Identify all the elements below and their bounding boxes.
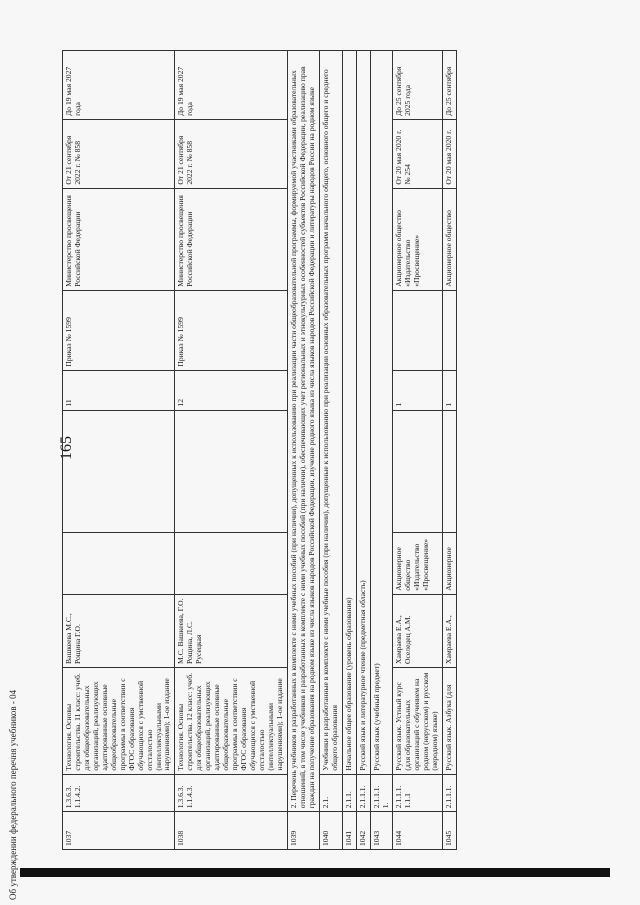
- row-position: 12: [175, 370, 287, 410]
- row-number: 1039: [287, 812, 319, 850]
- row-number: 1044: [393, 812, 443, 850]
- textbook-table: [62, 50, 457, 850]
- row-empty: [443, 290, 457, 370]
- row-date-to: До 25 сентября 2025 года: [393, 51, 443, 120]
- row-empty: [175, 410, 287, 532]
- row-position: 1: [393, 370, 443, 410]
- row-authors: М.С. Вашкеева, Г.О. Рощина, Л.С. Русецкая: [175, 594, 287, 667]
- row-authors: Вашкеева М.С., Рощина Г.О.: [63, 594, 175, 667]
- row-order: Приказ № 1599: [175, 290, 287, 370]
- row-code: 1.3.6.3. 1.1.4.2.: [63, 774, 175, 812]
- section-heading: Русский язык (учебный предмет): [370, 51, 393, 775]
- row-position: 11: [63, 370, 175, 410]
- table-row: [319, 51, 342, 850]
- table-row: [443, 51, 457, 850]
- row-date-to: До 19 мая 2027 года: [63, 51, 175, 120]
- row-ministry: Министерство просвещения Российской Федерации: [63, 188, 175, 290]
- table-row: [342, 51, 356, 850]
- row-empty: [63, 532, 175, 594]
- row-title: Русский язык. Азбука (для: [443, 668, 457, 775]
- table-row: [63, 51, 175, 850]
- row-number: 1040: [319, 812, 342, 850]
- row-number: 1043: [370, 812, 393, 850]
- row-order: Приказ № 1599: [63, 290, 175, 370]
- row-code: 1.3.6.3. 1.1.4.3.: [175, 774, 287, 812]
- table-row: [393, 51, 443, 850]
- row-code: 2.1.1.1.: [443, 774, 457, 812]
- table-row: [370, 51, 393, 850]
- section-heading: Начальное общее образование (уровень образования): [342, 51, 356, 775]
- row-publisher: Акционерное: [443, 532, 457, 594]
- row-ministry: Акционерное общество «Издательство «Просвещение»: [393, 188, 443, 290]
- row-number: 1041: [342, 812, 356, 850]
- row-ministry: Акционерное общество: [443, 188, 457, 290]
- row-code: 2.1.: [319, 774, 342, 812]
- section-heading: Учебники и разработанные в комплекте с ними учебные пособия (при наличии), допущенные к использованию при реализации основных образовательных программ начального общего, основного общего и среднего общего образования: [319, 51, 342, 775]
- row-date-to: До 19 мая 2027 года: [175, 51, 287, 120]
- row-empty: [443, 410, 457, 532]
- row-date-to: До 25 сентября: [443, 51, 457, 120]
- table-row: [356, 51, 370, 850]
- row-date-from: От 21 сентября 2022 г. № 858: [63, 119, 175, 188]
- row-title: Русский язык. Устный курс (для образовательных организаций с обучением на родном (нерусском) и русском (неродном) языке): [393, 668, 443, 775]
- row-code: 2.1.1.1. 1.1.1: [393, 774, 443, 812]
- table-row: [287, 51, 319, 850]
- row-number: 1037: [63, 812, 175, 850]
- row-code: 2.1.1.1.: [356, 774, 370, 812]
- row-code: 2.1.1.: [342, 774, 356, 812]
- row-empty: [175, 532, 287, 594]
- row-date-from: От 20 мая 2020 г.: [443, 119, 457, 188]
- row-position: 1: [443, 370, 457, 410]
- row-number: 1045: [443, 812, 457, 850]
- scan-edge-bar: [20, 868, 610, 877]
- row-authors: Хамраева Е.А.,: [443, 594, 457, 667]
- row-date-from: От 20 мая 2020 г. № 254: [393, 119, 443, 188]
- page-number: 165: [58, 436, 75, 460]
- section-heading: 2. Перечень учебников и разработанных в комплекте с ними учебных пособий (при наличии), допущенных к использованию при реализации части общеобразовательной программы, формируемой участниками образовательных отношений, в том числе учебников и разработанных в комплекте с ними учебных пособий (при наличии), обеспечивающих учет региональных и этнокультурных особенностей субъектов Российской Федерации, реализацию прав граждан на получение образования на родном языке из числа языков народов Российской Федерации, изучение родного языка из числа языков народов Российской Федерации и литературы народов России на родном языке: [287, 51, 319, 812]
- row-authors: Хамраева Е.А., Оселедец А.М.: [393, 594, 443, 667]
- row-number: 1042: [356, 812, 370, 850]
- row-empty: [393, 410, 443, 532]
- row-title: Технология. Основы строительства. 12 класс: учеб. для общеобразовательных организаций, реализующих адаптированные основные общеобразовательные программы в соответствии с ФГОС образования обучающихся с умственной отсталостью (интеллектуальными нарушениями); 1-ое издание: [175, 668, 287, 775]
- row-code: 2.1.1.1. 1.: [370, 774, 393, 812]
- row-empty: [63, 410, 175, 532]
- row-ministry: Министерство просвещения Российской Федерации: [175, 188, 287, 290]
- page-footer: Об утверждении федерального перечня учебников - 04: [8, 689, 18, 900]
- row-empty: [393, 290, 443, 370]
- table-row: [175, 51, 287, 850]
- row-number: 1038: [175, 812, 287, 850]
- row-publisher: Акционерное общество «Издательство «Просвещение»: [393, 532, 443, 594]
- row-title: Технология. Основы строительства. 11 класс: учеб. для общеобразовательных организаций, реализующих адаптированные основные общеобразовательные программы в соответствии с ФГОС образования обучающихся с умственной отсталостью (интеллектуальными нарушениями); 1-ое издание: [63, 668, 175, 775]
- section-heading: Русский язык и литературное чтение (предметная область): [356, 51, 370, 775]
- row-date-from: От 21 сентября 2022 г. № 858: [175, 119, 287, 188]
- rotated-table: [62, 50, 589, 850]
